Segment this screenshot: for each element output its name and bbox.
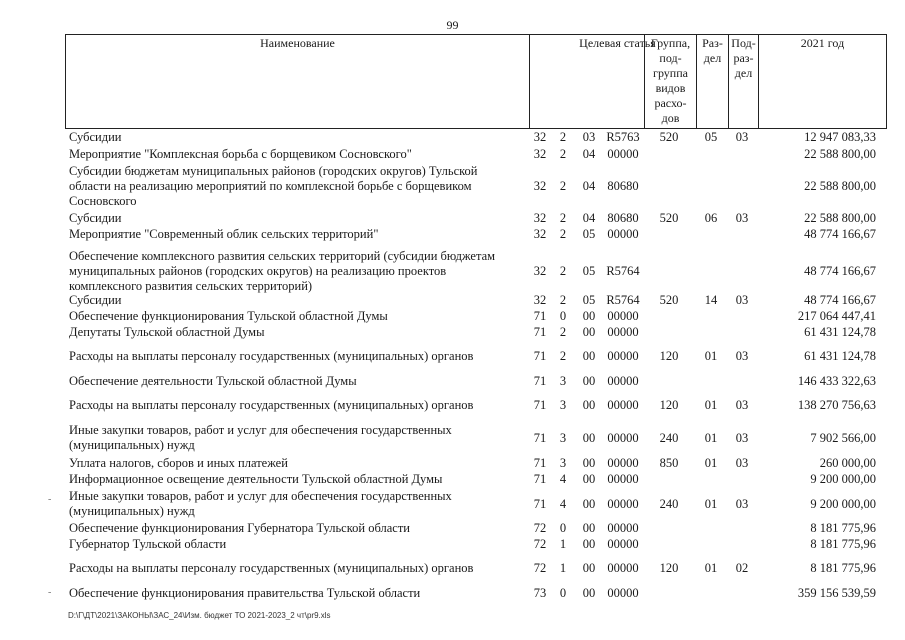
amount-2021: 8 181 775,96 <box>810 521 876 535</box>
target-subprogram: 1 <box>559 561 567 575</box>
target-program: 73 <box>533 586 547 600</box>
expense-group: 240 <box>659 431 679 445</box>
target-code: 00000 <box>607 497 639 511</box>
subsection: 03 <box>735 497 749 511</box>
row-name: Депутаты Тульской областной Думы <box>69 325 265 339</box>
target-program: 71 <box>533 431 547 445</box>
table-header <box>65 34 887 129</box>
amount-2021: 12 947 083,33 <box>804 130 876 144</box>
row-name: Губернатор Тульской области <box>69 537 227 551</box>
page-number: 99 <box>446 18 459 32</box>
section: 06 <box>704 211 718 225</box>
target-program: 71 <box>533 456 547 470</box>
amount-2021: 260 000,00 <box>819 456 876 470</box>
header-name: Наименование <box>260 36 335 50</box>
target-subprogram: 2 <box>559 325 567 339</box>
amount-2021: 146 433 322,63 <box>797 374 876 388</box>
target-program: 32 <box>533 293 547 307</box>
amount-2021: 48 774 166,67 <box>804 227 876 241</box>
target-program: 72 <box>533 537 547 551</box>
target-code: 00000 <box>607 398 639 412</box>
section: 01 <box>704 431 718 445</box>
expense-group: 120 <box>659 349 679 363</box>
expense-group: 520 <box>659 293 679 307</box>
target-program: 71 <box>533 374 547 388</box>
target-code: 00000 <box>607 349 639 363</box>
row-name: Субсидии <box>69 130 122 144</box>
target-activity: 04 <box>582 147 596 161</box>
target-activity: 00 <box>582 309 596 323</box>
amount-2021: 48 774 166,67 <box>804 264 876 278</box>
target-program: 71 <box>533 349 547 363</box>
subsection: 02 <box>735 561 749 575</box>
target-activity: 00 <box>582 456 596 470</box>
target-subprogram: 0 <box>559 309 567 323</box>
target-activity: 05 <box>582 227 596 241</box>
target-subprogram: 3 <box>559 456 567 470</box>
row-name: Обеспечение функционирования правительства Тульской области <box>69 586 421 600</box>
target-subprogram: 2 <box>559 147 567 161</box>
amount-2021: 9 200 000,00 <box>810 472 876 486</box>
target-program: 71 <box>533 398 547 412</box>
target-activity: 00 <box>582 349 596 363</box>
target-program: 32 <box>533 227 547 241</box>
target-activity: 00 <box>582 431 596 445</box>
expense-group: 520 <box>659 130 679 144</box>
target-program: 72 <box>533 521 547 535</box>
target-code: R5764 <box>606 264 640 278</box>
target-program: 71 <box>533 325 547 339</box>
row-name: Расходы на выплаты персоналу государственных (муниципальных) органов <box>69 349 474 363</box>
expense-group: 850 <box>659 456 679 470</box>
target-code: 00000 <box>607 561 639 575</box>
subsection: 03 <box>735 456 749 470</box>
amount-2021: 61 431 124,78 <box>804 325 876 339</box>
target-activity: 00 <box>582 561 596 575</box>
target-activity: 05 <box>582 264 596 278</box>
amount-2021: 22 588 800,00 <box>804 147 876 161</box>
target-activity: 03 <box>582 130 596 144</box>
target-activity: 00 <box>582 325 596 339</box>
row-name: Обеспечение комплексного развития сельских территорий (субсидии бюджетам муниципальных районов (городских округов) на реализацию проектов комплексного развития сельских территорий) <box>69 249 496 293</box>
target-subprogram: 3 <box>559 431 567 445</box>
section: 05 <box>704 130 718 144</box>
target-program: 72 <box>533 561 547 575</box>
target-subprogram: 0 <box>559 521 567 535</box>
target-activity: 04 <box>582 211 596 225</box>
amount-2021: 22 588 800,00 <box>804 211 876 225</box>
subsection: 03 <box>735 349 749 363</box>
target-activity: 04 <box>582 179 596 193</box>
margin-mark: - <box>48 494 52 505</box>
target-subprogram: 3 <box>559 398 567 412</box>
target-program: 71 <box>533 472 547 486</box>
amount-2021: 138 270 756,63 <box>797 398 876 412</box>
target-activity: 00 <box>582 586 596 600</box>
target-code: R5763 <box>606 130 640 144</box>
target-code: 00000 <box>607 325 639 339</box>
target-program: 32 <box>533 147 547 161</box>
amount-2021: 217 064 447,41 <box>797 309 876 323</box>
section: 01 <box>704 561 718 575</box>
target-subprogram: 2 <box>559 211 567 225</box>
amount-2021: 8 181 775,96 <box>810 561 876 575</box>
row-name: Обеспечение функционирования Тульской областной Думы <box>69 309 388 323</box>
expense-group: 120 <box>659 398 679 412</box>
target-subprogram: 0 <box>559 586 567 600</box>
target-activity: 00 <box>582 398 596 412</box>
target-program: 71 <box>533 309 547 323</box>
row-name: Субсидии <box>69 211 122 225</box>
target-activity: 00 <box>582 374 596 388</box>
target-subprogram: 4 <box>559 497 567 511</box>
row-name: Субсидии бюджетам муниципальных районов (городских округов) Тульской области на реализацию мероприятий по комплексной борьбе с борщевиком Сосновского <box>69 164 478 208</box>
target-code: 00000 <box>607 586 639 600</box>
section: 01 <box>704 456 718 470</box>
target-code: 00000 <box>607 227 639 241</box>
amount-2021: 7 902 566,00 <box>810 431 876 445</box>
row-name: Обеспечение деятельности Тульской областной Думы <box>69 374 357 388</box>
subsection: 03 <box>735 431 749 445</box>
target-code: 80680 <box>607 211 639 225</box>
target-subprogram: 2 <box>559 293 567 307</box>
target-program: 32 <box>533 211 547 225</box>
target-program: 32 <box>533 264 547 278</box>
target-code: 00000 <box>607 521 639 535</box>
row-name: Иные закупки товаров, работ и услуг для обеспечения государственных (муниципальных) нужд <box>69 489 452 518</box>
target-activity: 00 <box>582 537 596 551</box>
target-code: 00000 <box>607 431 639 445</box>
header-target-article: Целевая статья <box>529 35 705 128</box>
target-subprogram: 2 <box>559 264 567 278</box>
target-program: 32 <box>533 130 547 144</box>
subsection: 03 <box>735 211 749 225</box>
target-subprogram: 2 <box>559 130 567 144</box>
target-code: 00000 <box>607 456 639 470</box>
target-code: 00000 <box>607 147 639 161</box>
target-activity: 00 <box>582 472 596 486</box>
target-subprogram: 2 <box>559 179 567 193</box>
expense-group: 240 <box>659 497 679 511</box>
section: 14 <box>704 293 718 307</box>
target-activity: 00 <box>582 521 596 535</box>
header-section: Раз- дел <box>696 35 728 128</box>
subsection: 03 <box>735 293 749 307</box>
row-name: Информационное освещение деятельности Тульской областной Думы <box>69 472 443 486</box>
target-code: R5764 <box>606 293 640 307</box>
target-code: 00000 <box>607 537 639 551</box>
row-name: Мероприятие "Современный облик сельских территорий" <box>69 227 379 241</box>
target-subprogram: 4 <box>559 472 567 486</box>
header-expense-group: Группа, под- группа видов расхо- дов <box>644 35 696 128</box>
row-name: Расходы на выплаты персоналу государственных (муниципальных) органов <box>69 398 474 412</box>
amount-2021: 8 181 775,96 <box>810 537 876 551</box>
row-name: Уплата налогов, сборов и иных платежей <box>69 456 288 470</box>
subsection: 03 <box>735 130 749 144</box>
subsection: 03 <box>735 398 749 412</box>
target-code: 00000 <box>607 472 639 486</box>
row-name: Расходы на выплаты персоналу государственных (муниципальных) органов <box>69 561 474 575</box>
row-name: Мероприятие "Комплексная борьба с борщевиком Сосновского" <box>69 147 412 161</box>
target-code: 00000 <box>607 374 639 388</box>
expense-group: 120 <box>659 561 679 575</box>
expense-group: 520 <box>659 211 679 225</box>
target-subprogram: 3 <box>559 374 567 388</box>
row-name: Обеспечение функционирования Губернатора Тульской области <box>69 521 410 535</box>
amount-2021: 48 774 166,67 <box>804 293 876 307</box>
section: 01 <box>704 497 718 511</box>
row-name: Иные закупки товаров, работ и услуг для обеспечения государственных (муниципальных) нужд <box>69 423 452 452</box>
section: 01 <box>704 398 718 412</box>
amount-2021: 22 588 800,00 <box>804 179 876 193</box>
target-activity: 05 <box>582 293 596 307</box>
amount-2021: 61 431 124,78 <box>804 349 876 363</box>
file-path-footer: D:\Г\ДТ\2021\ЗАКОНЫ\ЗАС_24\Изм. бюджет ТО 2021-2023_2 чт\pr9.xls <box>68 611 331 620</box>
target-code: 00000 <box>607 309 639 323</box>
target-subprogram: 1 <box>559 537 567 551</box>
target-subprogram: 2 <box>559 227 567 241</box>
section: 01 <box>704 349 718 363</box>
target-activity: 00 <box>582 497 596 511</box>
amount-2021: 359 156 539,59 <box>797 586 876 600</box>
margin-mark: - <box>48 587 52 598</box>
header-subsection: Под- раз- дел <box>728 35 758 128</box>
target-program: 71 <box>533 497 547 511</box>
amount-2021: 9 200 000,00 <box>810 497 876 511</box>
target-program: 32 <box>533 179 547 193</box>
target-subprogram: 2 <box>559 349 567 363</box>
row-name: Субсидии <box>69 293 122 307</box>
header-year: 2021 год <box>758 35 886 128</box>
target-code: 80680 <box>607 179 639 193</box>
